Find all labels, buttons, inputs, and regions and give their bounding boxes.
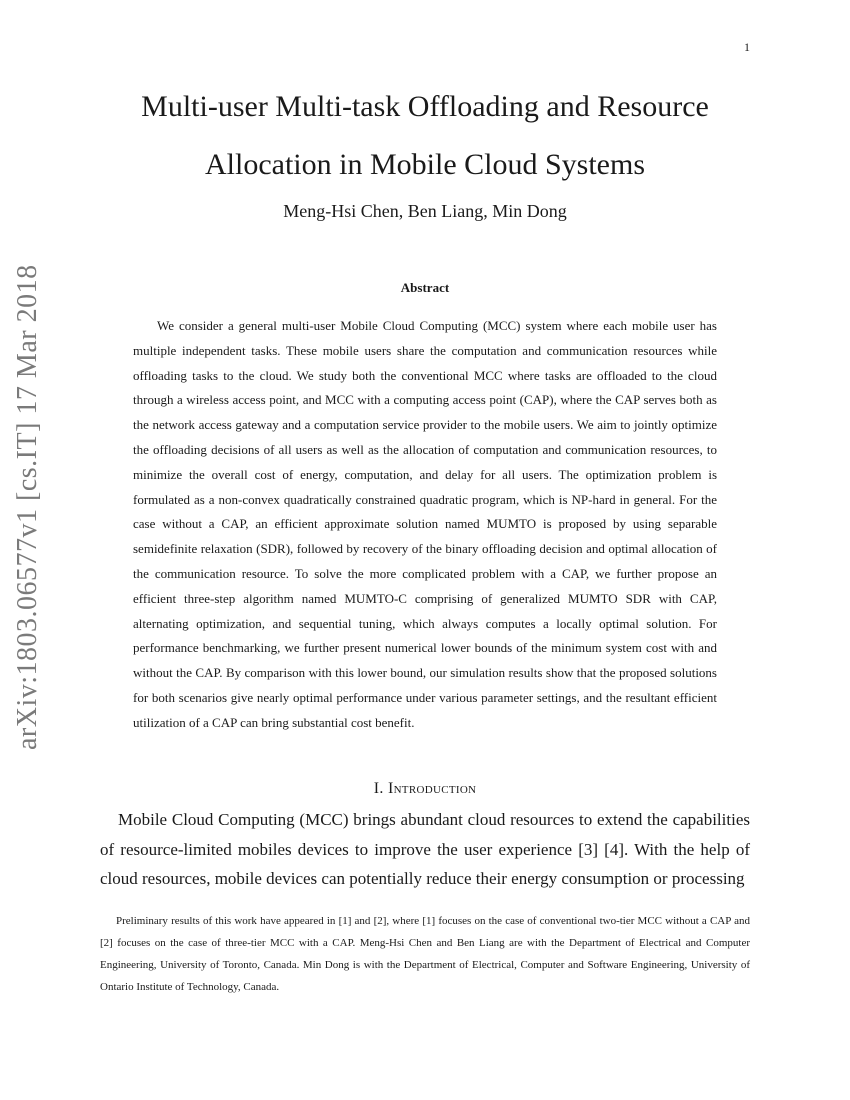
section-number: I. [373, 780, 384, 797]
footnote: Preliminary results of this work have appeared in [1] and [2], where [1] focuses on the case of conventional two-tier MCC without a CAP and [2] focuses on the case of three-tier MCC with a CAP. Meng-Hsi Chen and Ben Liang are with the Department of Electrical and Computer Engineering, University of Toronto, Canada. Min Dong is with the Department of Electrical, Computer and Software Engineering, University of Ontario Institute of Technology, Canada. [100, 915, 750, 993]
arxiv-stamp: arXiv:1803.06577v1 [cs.IT] 17 Mar 2018 [12, 264, 43, 750]
author-list: Meng-Hsi Chen, Ben Liang, Min Dong [283, 201, 567, 221]
abstract-body: We consider a general multi-user Mobile Cloud Computing (MCC) system where each mobile user has multiple independent tasks. These mobile users share the computation and communication resources while offloading tasks to the cloud. We study both the conventional MCC where tasks are offloaded to the cloud through a wireless access point, and MCC with a computing access point (CAP), where the CAP serves both as the network access gateway and a computation service provider to the mobile users. We aim to jointly optimize the offloading decisions of all users as well as the allocation of computation and communication resources, to minimize the overall cost of energy, computation, and delay for all users. The optimization problem is formulated as a non-convex quadratically constrained quadratic program, which is NP-hard in general. For the case without a CAP, an efficient approximate solution named MUMTO is proposed by using separable semidefinite relaxation (SDR), followed by recovery of the binary offloading decision and optimal allocation of the communication resource. To solve the more complicated problem with a CAP, we further propose an efficient three-step algorithm named MUMTO-C comprising of generalized MUMTO SDR with CAP, alternating optimization, and sequential tuning, which always computes a locally optimal solution. For performance benchmarking, we further present numerical lower bounds of the minimum system cost with and without the CAP. By comparison with this lower bound, our simulation results show that the proposed solutions for both scenarios give nearly optimal performance under various parameter settings, and the resultant efficient utilization of a CAP can bring substantial cost benefit. [133, 318, 717, 730]
abstract-heading: Abstract [400, 280, 450, 295]
introduction-body: Mobile Cloud Computing (MCC) brings abundant cloud resources to extend the capabilities of resource-limited mobiles devices to improve the user experience [3] [4]. With the help of cloud resources, mobile devices can potentially reduce their energy consumption or processing [100, 810, 750, 888]
section-title: Introduction [387, 780, 477, 797]
introduction-heading [90, 780, 760, 798]
paper-title: Multi-user Multi-task Offloading and Resource Allocation in Mobile Cloud Systems [141, 90, 709, 181]
page-number: 1 [744, 40, 750, 54]
